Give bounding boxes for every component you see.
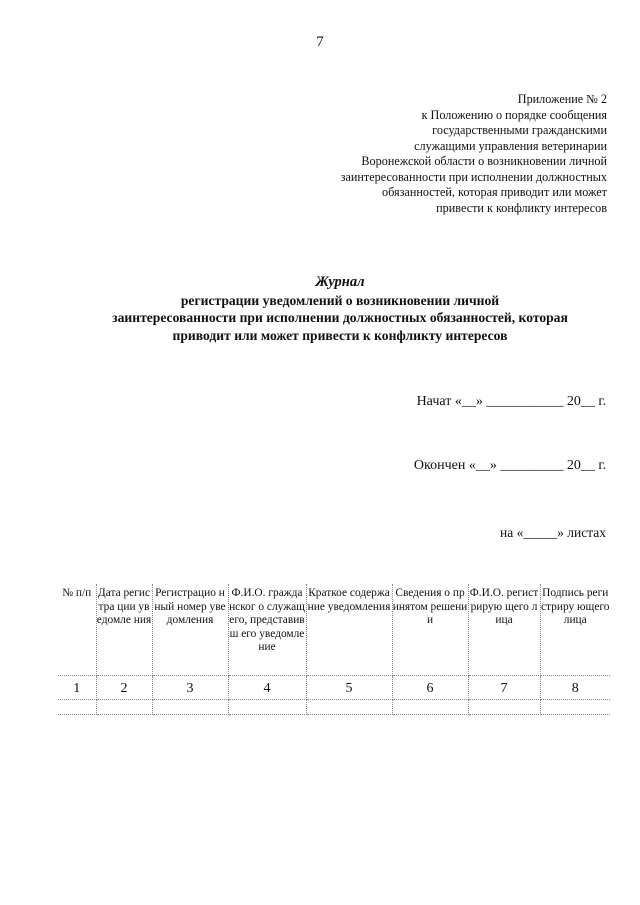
table-header-row (58, 584, 610, 676)
appendix-line: государственными гражданскими (432, 123, 607, 137)
column-number: 7 (468, 676, 540, 700)
appendix-line: служащими управления ветеринарии (414, 138, 607, 153)
appendix-line: заинтересованности при исполнении должностных (340, 169, 607, 184)
started-date-line: Начат «__» ___________ 20__ г. (416, 394, 606, 409)
table-cell (468, 700, 540, 715)
column-header: Сведения о принятом решении (392, 584, 468, 676)
appendix-line: привести к конфликту интересов (436, 200, 607, 215)
appendix-line: Приложение № 2 (517, 92, 607, 106)
table-cell (152, 700, 228, 715)
title-heading: Журнал (315, 274, 365, 290)
column-number: 5 (306, 676, 392, 700)
appendix-line: обязанностей, которая приводит или может (382, 185, 607, 199)
ended-date-line: Окончен «__» _________ 20__ г. (413, 458, 606, 473)
journal-table (58, 584, 610, 715)
title-line: регистрации уведомлений о возникновении личной (180, 292, 500, 308)
column-header: Подпись регистриру ющего лица (540, 584, 610, 676)
column-header: № п/п (58, 584, 96, 676)
table-cell (306, 700, 392, 715)
column-number: 1 (58, 676, 96, 700)
column-number-row (58, 676, 610, 700)
column-number: 4 (228, 676, 306, 700)
table-cell (96, 700, 152, 715)
page-number: 7 (316, 34, 324, 50)
title-line: заинтересованности при исполнении должностных обязанностей, которая (112, 310, 568, 325)
document-title (60, 274, 620, 344)
column-header: Ф.И.О. регистрирую щего лица (468, 584, 540, 676)
appendix-line: Воронежской области о возникновении личной (361, 154, 607, 168)
table-cell (228, 700, 306, 715)
column-number: 8 (540, 676, 610, 700)
column-number: 3 (152, 676, 228, 700)
sheets-count-line: на «_____» листах (500, 525, 606, 540)
column-header: Дата регистра ции уведомле ния (96, 584, 152, 676)
column-number: 2 (96, 676, 152, 700)
column-header: Ф.И.О. гражданског о служащего, представивш его уведомление (228, 584, 306, 676)
appendix-note (307, 92, 607, 216)
table-cell (540, 700, 610, 715)
column-header: Краткое содержание уведомления (306, 584, 392, 676)
column-header: Регистрацио нный номер уведомления (152, 584, 228, 676)
title-line: приводит или может привести к конфликту интересов (172, 327, 508, 343)
table-cell (392, 700, 468, 715)
column-number: 6 (392, 676, 468, 700)
table-row (58, 700, 610, 715)
table-cell (58, 700, 96, 715)
appendix-line: к Положению о порядке сообщения (421, 107, 607, 122)
